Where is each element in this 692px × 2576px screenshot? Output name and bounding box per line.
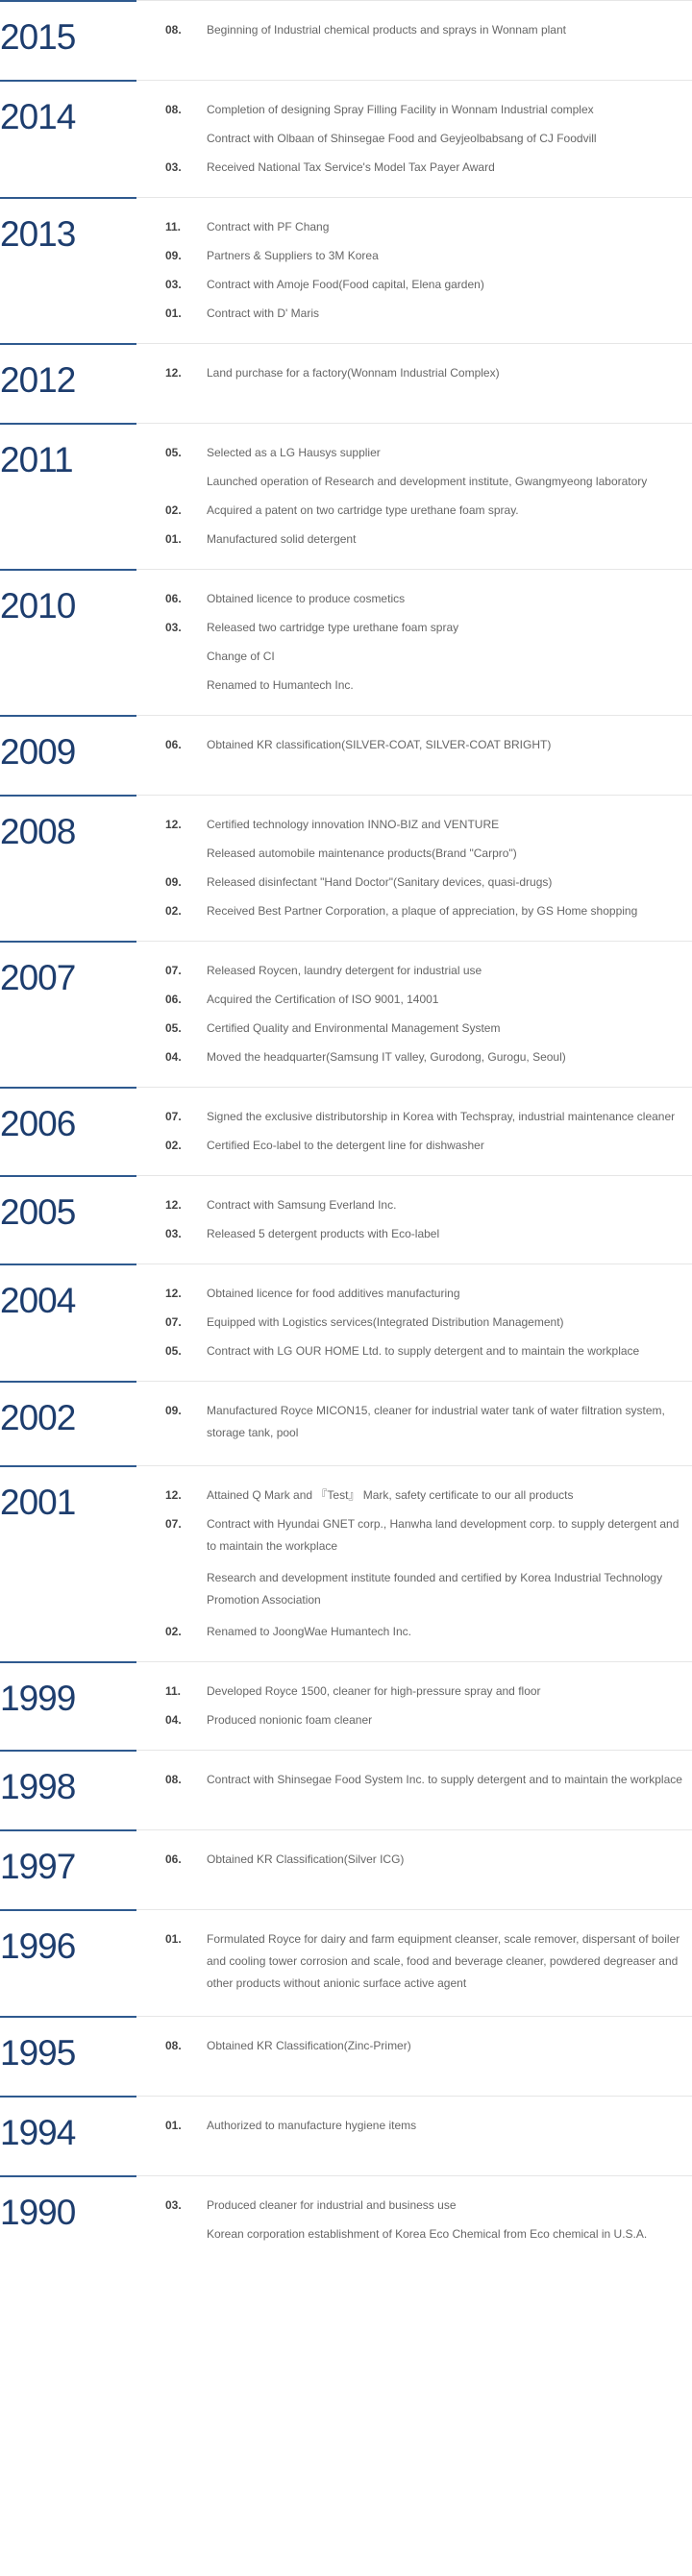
event-month: 11. (165, 220, 182, 233)
event-description: Launched operation of Research and development institute, Gwangmyeong laboratory (207, 475, 648, 488)
event-month: 12. (165, 366, 182, 380)
event-month: 12. (165, 1198, 182, 1212)
event-description: Developed Royce 1500, cleaner for high-pressure spray and floor (207, 1684, 541, 1698)
event-item (165, 1712, 682, 1729)
event-description: Received Best Partner Corporation, a plaque of appreciation, by GS Home shopping (207, 904, 638, 918)
event-description: Research and development institute founded and certified by Korea Industrial Technology Promotion Association (207, 1571, 663, 1607)
history-year-block (0, 1829, 692, 1909)
year-label: 2009 (0, 732, 76, 772)
event-description: Contract with LG OUR HOME Ltd. to supply detergent and to maintain the workplace (207, 1344, 640, 1358)
event-list (165, 365, 692, 381)
event-list (165, 1772, 692, 1788)
event-description: Obtained KR Classification(Silver ICG) (207, 1852, 405, 1866)
event-description: Change of CI (207, 650, 275, 663)
event-list (165, 2038, 692, 2054)
event-description: Contract with D' Maris (207, 307, 319, 320)
event-month: 08. (165, 23, 182, 37)
event-description: Contract with Olbaan of Shinsegae Food and Geyjeolbabsang of CJ Foodvill (207, 132, 597, 145)
history-year-block (0, 941, 692, 1087)
year-label: 2008 (0, 812, 76, 851)
event-description: Acquired a patent on two cartridge type urethane foam spray. (207, 503, 519, 517)
history-year-block (0, 1175, 692, 1263)
event-list (165, 445, 692, 548)
event-item (165, 2038, 682, 2054)
event-item (165, 1852, 682, 1868)
event-item (165, 1049, 682, 1066)
event-item (165, 1772, 682, 1788)
event-list (165, 1852, 692, 1868)
event-description: Released two cartridge type urethane foam spray (207, 621, 459, 634)
history-year-block (0, 0, 692, 80)
event-month: 03. (165, 160, 182, 174)
event-item (165, 306, 682, 322)
history-year-block (0, 197, 692, 343)
event-item (165, 219, 682, 235)
event-item (165, 817, 682, 833)
event-description: Formulated Royce for dairy and farm equipment cleanser, scale remover, dispersant of boiler and cooling tower corrosion and scale, food and beverage cleaner, powdered degreaser and other products without anionic surface active agent (207, 1932, 680, 1990)
event-item (165, 903, 682, 920)
history-year-block (0, 1381, 692, 1465)
event-item (165, 1516, 682, 1558)
history-year-block (0, 2016, 692, 2096)
event-month: 02. (165, 503, 182, 517)
event-list (165, 1109, 692, 1154)
year-label: 2011 (0, 440, 73, 479)
event-list (165, 1197, 692, 1242)
event-item (165, 1286, 682, 1302)
year-label: 1994 (0, 2113, 76, 2152)
event-description: Obtained KR classification(SILVER-COAT, SILVER-COAT BRIGHT) (207, 738, 552, 751)
event-item (165, 248, 682, 264)
year-label: 2014 (0, 97, 76, 136)
event-item (165, 2197, 682, 2214)
event-description: Korean corporation establishment of Korea Eco Chemical from Eco chemical in U.S.A. (207, 2227, 648, 2241)
event-description: Contract with Shinsegae Food System Inc. to supply detergent and to maintain the workplace (207, 1773, 682, 1786)
event-list (165, 1487, 692, 1640)
year-label: 1990 (0, 2193, 76, 2232)
event-list (165, 591, 692, 694)
event-description: Obtained KR Classification(Zinc-Primer) (207, 2039, 411, 2052)
history-year-block (0, 1661, 692, 1750)
event-item (165, 737, 682, 753)
event-description: Partners & Suppliers to 3M Korea (207, 249, 379, 262)
event-month: 06. (165, 738, 182, 751)
event-item (165, 1314, 682, 1331)
year-label: 2005 (0, 1192, 76, 1232)
event-month: 03. (165, 278, 182, 291)
event-month: 03. (165, 621, 182, 634)
event-item (165, 1403, 682, 1444)
year-label: 2010 (0, 586, 76, 626)
event-list (165, 219, 692, 322)
year-label: 1998 (0, 1767, 76, 1806)
year-label: 2013 (0, 214, 76, 254)
history-year-block (0, 2175, 692, 2264)
event-month: 08. (165, 2039, 182, 2052)
event-item (165, 277, 682, 293)
history-year-block (0, 2096, 692, 2175)
event-description: Manufactured solid detergent (207, 532, 357, 546)
event-description: Contract with Samsung Everland Inc. (207, 1198, 397, 1212)
year-label: 2006 (0, 1104, 76, 1143)
history-year-block (0, 1750, 692, 1829)
history-year-block (0, 569, 692, 715)
event-item (165, 159, 682, 176)
event-month: 05. (165, 446, 182, 459)
event-month: 02. (165, 1625, 182, 1638)
event-description: Moved the headquarter(Samsung IT valley, Gurodong, Gurogu, Seoul) (207, 1050, 566, 1064)
event-item (165, 1931, 682, 1995)
event-month: 01. (165, 532, 182, 546)
event-month: 07. (165, 1517, 182, 1531)
event-month: 09. (165, 875, 182, 889)
event-month: 12. (165, 1287, 182, 1300)
history-year-block (0, 715, 692, 795)
event-list (165, 2118, 692, 2134)
event-description: Attained Q Mark and 『Test』 Mark, safety certificate to our all products (207, 1488, 574, 1502)
event-description: Certified Eco-label to the detergent line for dishwasher (207, 1139, 484, 1152)
event-list (165, 2197, 692, 2243)
event-month: 03. (165, 1227, 182, 1240)
event-month: 06. (165, 592, 182, 605)
event-item (165, 591, 682, 607)
event-description: Contract with PF Chang (207, 220, 330, 233)
history-year-block (0, 795, 692, 941)
event-description: Renamed to Humantech Inc. (207, 678, 354, 692)
event-item (165, 2118, 682, 2134)
event-description: Received National Tax Service's Model Tax Payer Award (207, 160, 495, 174)
event-description: Contract with Amoje Food(Food capital, Elena garden) (207, 278, 484, 291)
event-item (165, 1683, 682, 1700)
event-description: Obtained licence for food additives manufacturing (207, 1287, 460, 1300)
event-month: 06. (165, 1852, 182, 1866)
year-label: 2012 (0, 360, 76, 400)
event-description: Authorized to manufacture hygiene items (207, 2119, 417, 2132)
event-item (165, 1020, 682, 1037)
event-item (165, 1487, 682, 1504)
event-item (165, 474, 682, 490)
event-month: 09. (165, 1404, 182, 1417)
event-list (165, 1931, 692, 1995)
event-month: 04. (165, 1713, 182, 1727)
event-month: 07. (165, 1110, 182, 1123)
event-item (165, 1226, 682, 1242)
event-description: Produced cleaner for industrial and business use (207, 2198, 457, 2212)
event-description: Released automobile maintenance products(Brand "Carpro") (207, 846, 517, 860)
year-label: 1995 (0, 2033, 76, 2073)
event-month: 02. (165, 1139, 182, 1152)
event-description: Equipped with Logistics services(Integrated Distribution Management) (207, 1315, 564, 1329)
event-list (165, 1683, 692, 1729)
year-label: 1997 (0, 1847, 76, 1886)
history-year-block (0, 343, 692, 423)
event-item (165, 102, 682, 118)
event-item (165, 1109, 682, 1125)
event-month: 02. (165, 904, 182, 918)
event-item (165, 2226, 682, 2243)
event-item (165, 365, 682, 381)
event-month: 05. (165, 1021, 182, 1035)
event-description: Acquired the Certification of ISO 9001, 14001 (207, 993, 439, 1006)
event-month: 06. (165, 993, 182, 1006)
event-month: 01. (165, 1932, 182, 1946)
event-list (165, 737, 692, 753)
event-month: 05. (165, 1344, 182, 1358)
event-description: Renamed to JoongWae Humantech Inc. (207, 1625, 412, 1638)
event-month: 12. (165, 818, 182, 831)
event-item (165, 649, 682, 665)
event-item (165, 677, 682, 694)
event-description: Completion of designing Spray Filling Facility in Wonnam Industrial complex (207, 103, 594, 116)
event-item (165, 531, 682, 548)
event-month: 03. (165, 2198, 182, 2212)
event-item (165, 963, 682, 979)
event-description: Released Roycen, laundry detergent for industrial use (207, 964, 482, 977)
event-description: Manufactured Royce MICON15, cleaner for industrial water tank of water filtration system, storage tank, pool (207, 1404, 665, 1439)
event-list (165, 963, 692, 1066)
year-label: 2004 (0, 1281, 76, 1320)
event-list (165, 102, 692, 176)
event-list (165, 817, 692, 920)
event-item (165, 22, 682, 38)
event-item (165, 1343, 682, 1360)
event-month: 08. (165, 1773, 182, 1786)
history-year-block (0, 1087, 692, 1175)
event-item (165, 1138, 682, 1154)
history-year-block (0, 1909, 692, 2016)
history-year-block (0, 1465, 692, 1661)
year-label: 2001 (0, 1483, 76, 1522)
event-item (165, 1624, 682, 1640)
event-month: 07. (165, 1315, 182, 1329)
event-item (165, 992, 682, 1008)
event-description: Land purchase for a factory(Wonnam Industrial Complex) (207, 366, 500, 380)
event-list (165, 1403, 692, 1444)
event-month: 08. (165, 103, 182, 116)
event-item (165, 1197, 682, 1214)
history-year-block (0, 423, 692, 569)
event-month: 11. (165, 1684, 182, 1698)
event-description: Selected as a LG Hausys supplier (207, 446, 381, 459)
event-description: Produced nonionic foam cleaner (207, 1713, 373, 1727)
history-year-block (0, 1263, 692, 1381)
event-description: Certified Quality and Environmental Management System (207, 1021, 501, 1035)
event-item (165, 131, 682, 147)
event-item (165, 620, 682, 636)
event-month: 12. (165, 1488, 182, 1502)
history-year-block (0, 80, 692, 197)
event-description: Obtained licence to produce cosmetics (207, 592, 406, 605)
event-month: 09. (165, 249, 182, 262)
year-label: 2007 (0, 958, 76, 997)
event-description: Certified technology innovation INNO-BIZ and VENTURE (207, 818, 500, 831)
event-description: Signed the exclusive distributorship in Korea with Techspray, industrial maintenance cleaner (207, 1110, 676, 1123)
year-label: 2002 (0, 1398, 76, 1437)
event-month: 04. (165, 1050, 182, 1064)
event-description: Released disinfectant "Hand Doctor"(Sanitary devices, quasi-drugs) (207, 875, 553, 889)
event-list (165, 22, 692, 38)
event-description: Contract with Hyundai GNET corp., Hanwha land development corp. to supply detergent and to maintain the workplace (207, 1517, 680, 1553)
event-description: Beginning of Industrial chemical products and sprays in Wonnam plant (207, 23, 566, 37)
event-item (165, 1570, 682, 1611)
event-month: 01. (165, 307, 182, 320)
event-list (165, 1286, 692, 1360)
event-item (165, 846, 682, 862)
event-month: 07. (165, 964, 182, 977)
event-description: Released 5 detergent products with Eco-label (207, 1227, 440, 1240)
event-item (165, 503, 682, 519)
event-item (165, 445, 682, 461)
year-label: 1996 (0, 1926, 76, 1966)
event-month: 01. (165, 2119, 182, 2132)
year-label: 2015 (0, 17, 76, 57)
event-item (165, 874, 682, 891)
year-label: 1999 (0, 1679, 76, 1718)
